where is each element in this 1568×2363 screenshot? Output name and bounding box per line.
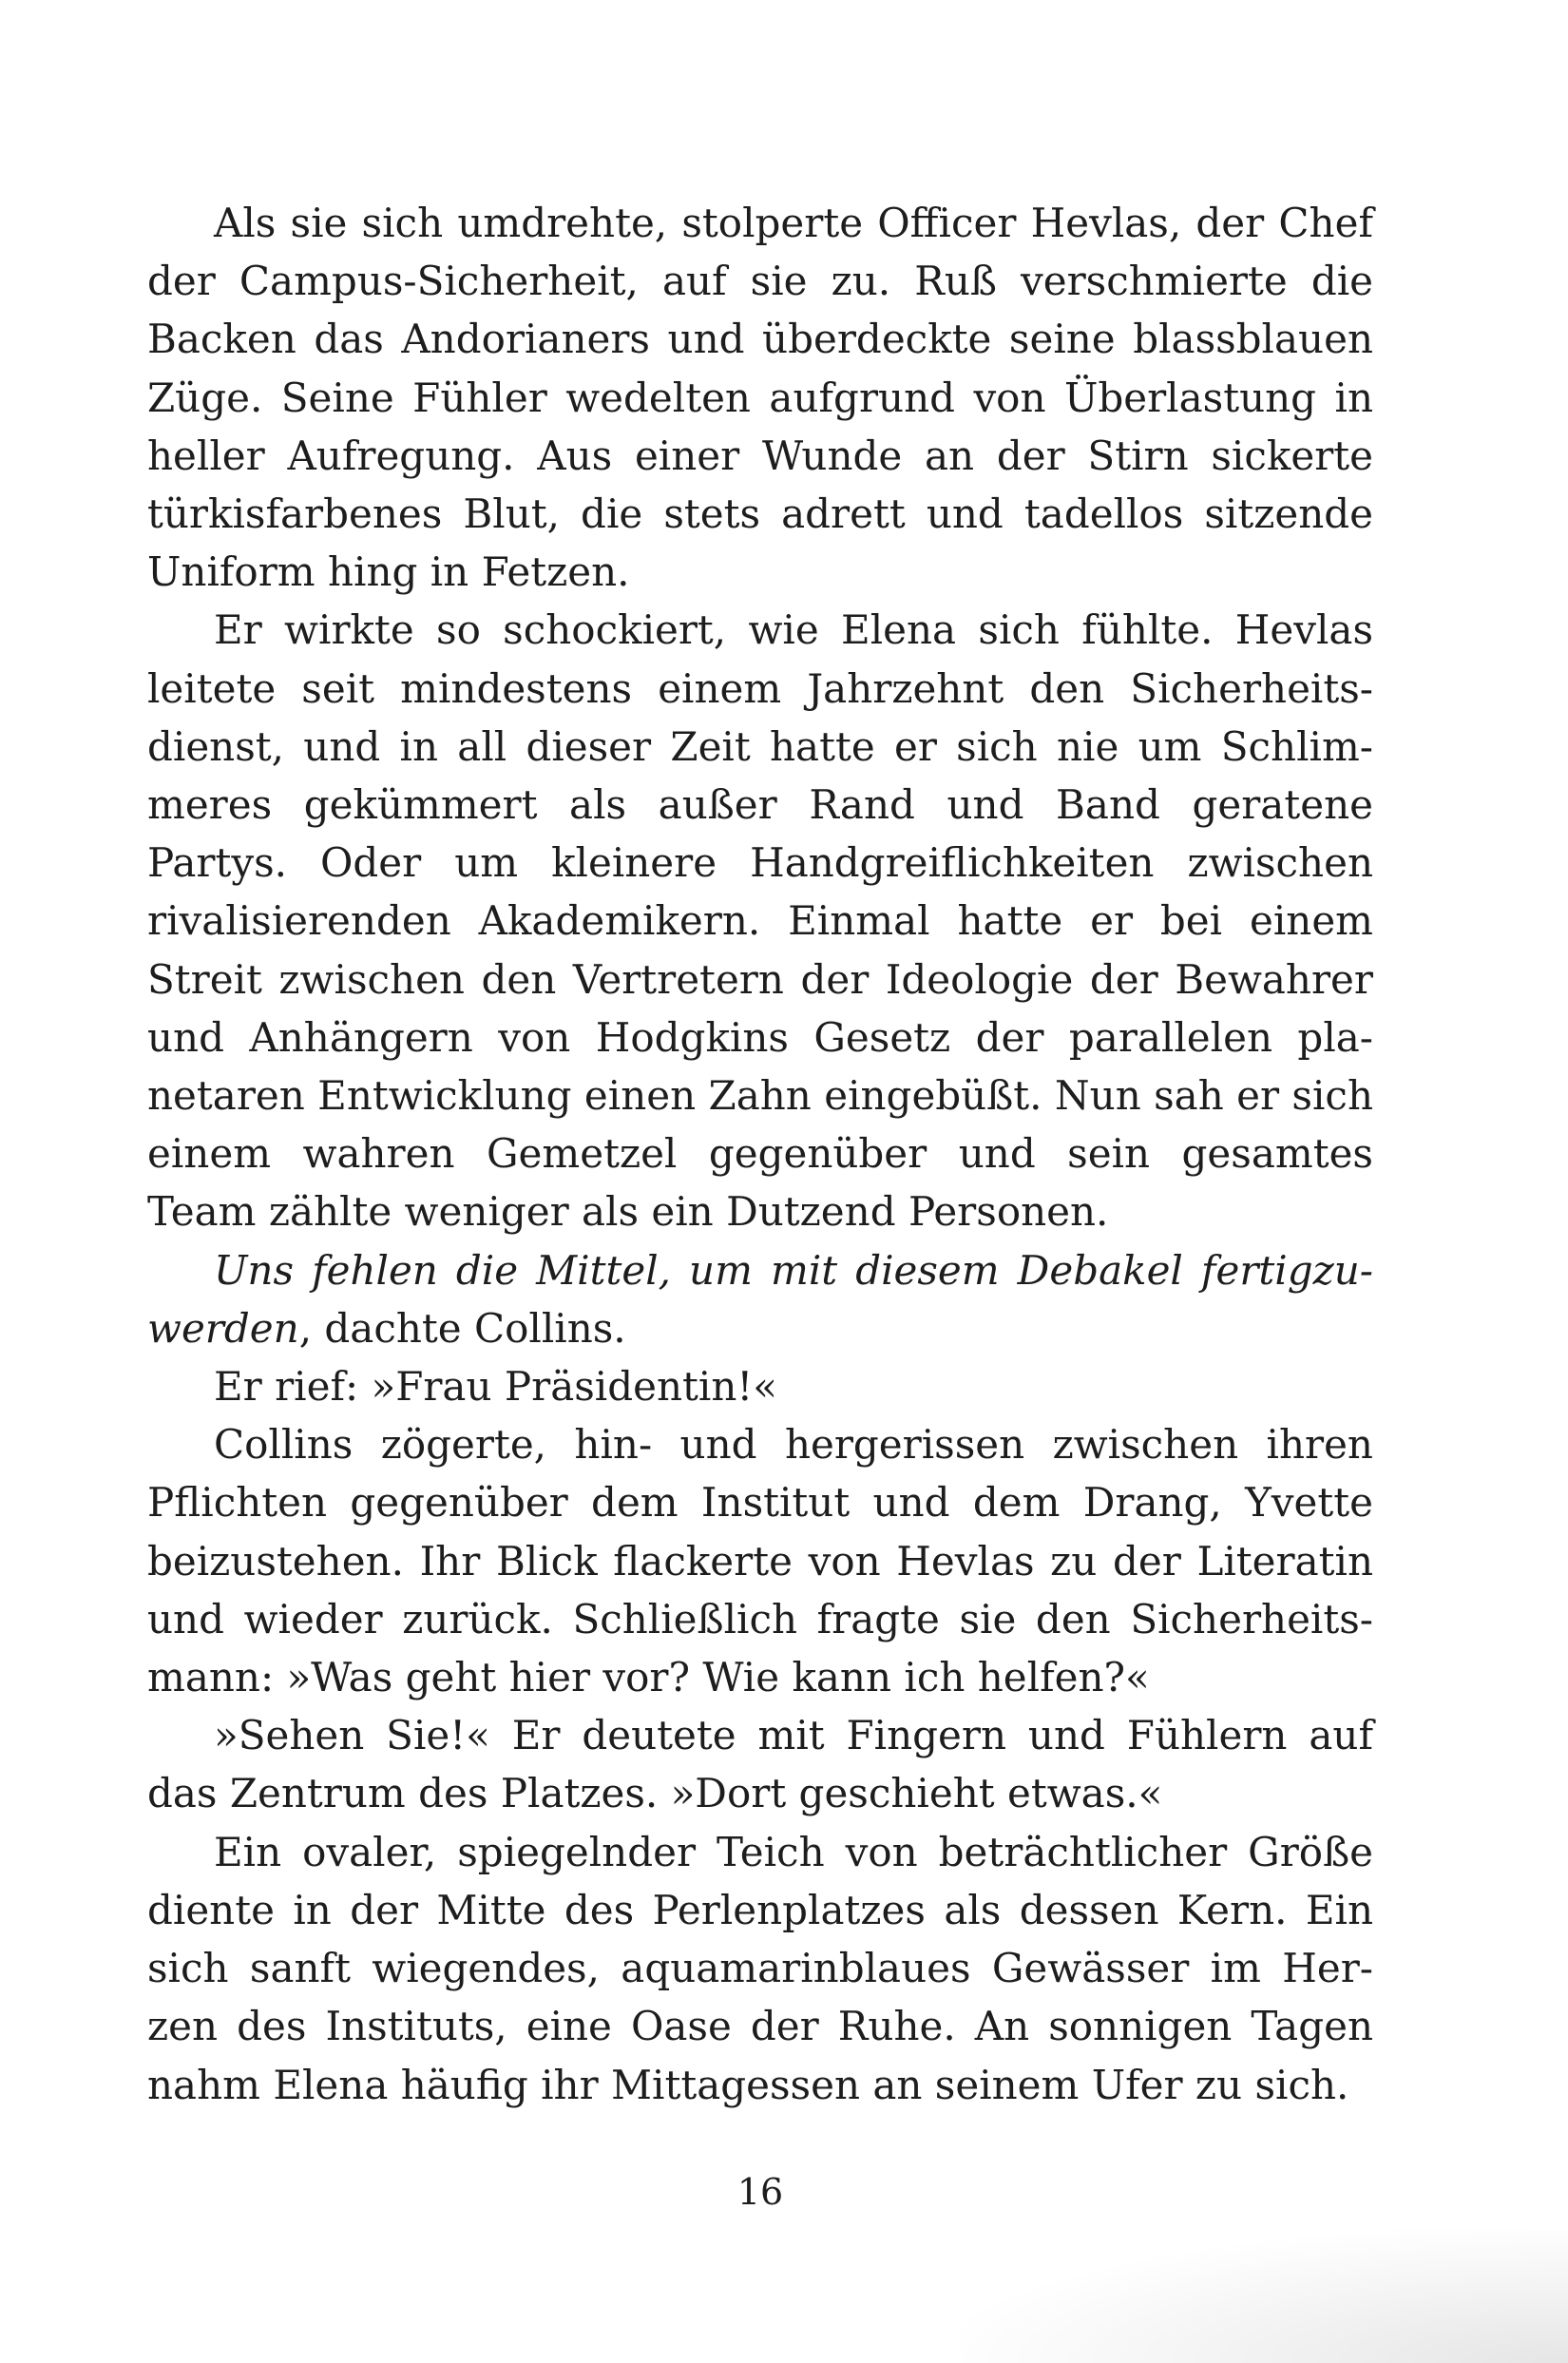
paragraph-2: [147, 601, 1373, 1240]
paragraph-4: [147, 1357, 1373, 1415]
italic-thought-text: Uns fehlen die Mittel, um mit diesem Debakel fertigzuwerden: [147, 1246, 1373, 1352]
paragraph-3: [147, 1241, 1373, 1357]
paragraph-text: Als sie sich umdrehte, stolperte Officer Hevlas, der Chef der Campus-Sicherheit, auf sie zu. Ruß verschmierte die Backen das Andorianers und überdeckte seine blassblauen Züge. Seine Fühler wedelten aufgrund von Überlastung in heller Aufregung. Aus einer Wunde an der Stirn sickerte türkisfarbenes Blut, die stets adrett und tadellos sitzende Uniform hing in Fetzen.: [147, 200, 1373, 596]
page-number: 16: [736, 2171, 784, 2213]
paragraph-text: »Sehen Sie!« Er deutete mit Fingern und Fühlern auf das Zentrum des Platzes. »Dort geschieht etwas.«: [147, 1712, 1373, 1817]
paragraph-text: Collins zögerte, hin- und hergerissen zwischen ihren Pflichten gegenüber dem Institut und dem Drang, Yvette beizustehen. Ihr Blick flackerte von Hevlas zu der Literatin und wieder zurück. Schließlich fragte sie den Sicherheitsmann: »Was geht hier vor? Wie kann ich helfen?«: [147, 1421, 1373, 1701]
body-text: [147, 194, 1373, 2114]
paragraph-7: [147, 1823, 1373, 2114]
paragraph-text: Er rief: »Frau Präsidentin!«: [214, 1363, 777, 1411]
paragraph-6: [147, 1706, 1373, 1822]
paragraph-1: [147, 194, 1373, 601]
paragraph-5: [147, 1415, 1373, 1706]
paragraph-text: Er wirkte so schockiert, wie Elena sich fühlte. Hevlas leitete seit mindestens einem Jahrzehnt den Sicherheitsdienst, und in all dieser Zeit hatte er sich nie um Schlimmeres gekümmert als außer Rand und Band geratene Partys. Oder um kleinere Handgreiflichkeiten zwischen rivalisierenden Akademikern. Einmal hatte er bei einem Streit zwischen den Vertretern der Ideologie der Bewahrer und Anhängern von Hodgkins Gesetz der parallelen planetaren Entwicklung einen Zahn eingebüßt. Nun sah er sich einem wahren Gemetzel gegenüber und sein gesamtes Team zählte weniger als ein Dutzend Personen.: [147, 606, 1373, 1236]
paragraph-text: , dachte Collins.: [298, 1304, 626, 1352]
page-corner-shadow: [960, 2230, 1568, 2363]
paragraph-text: Ein ovaler, spiegelnder Teich von beträchtlicher Größe diente in der Mitte des Perlenplatzes als dessen Kern. Ein sich sanft wiegendes, aquamarinblaues Gewässer im Herzen des Instituts, eine Oase der Ruhe. An sonnigen Tagen nahm Elena häufig ihr Mittagessen an seinem Ufer zu sich.: [147, 1828, 1373, 2108]
